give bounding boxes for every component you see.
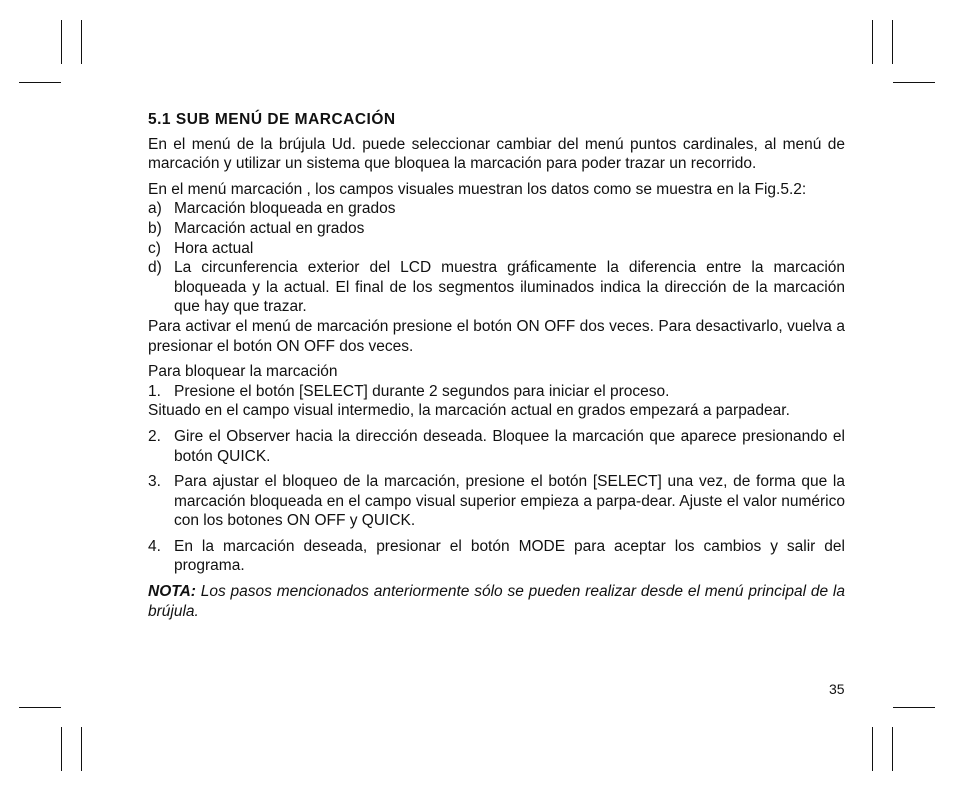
crop-mark (892, 727, 893, 771)
list-item: d) La circunferencia exterior del LCD muestra gráficamente la diferencia entre la marcación bloqueada y la actual. El final de los segmentos iluminados indica la dirección de la marcación que hay que trazar. (148, 259, 845, 316)
note-text: Los pasos mencionados anteriormente sólo se pueden realizar desde el menú principal de la brújula. (148, 583, 845, 620)
note (148, 582, 845, 621)
page-content (148, 110, 845, 621)
list-item: b) Marcación actual en grados (148, 219, 365, 237)
note-label: NOTA: (148, 583, 196, 601)
list-item: c) Hora actual (148, 239, 254, 257)
paragraph: En el menú de la brújula Ud. puede seleccionar cambiar del menú puntos cardinales, al menú de marcación y utilizar un sistema que bloquea la marcación para poder trazar un recorrido. (148, 135, 845, 173)
paragraph: Para bloquear la marcación (148, 363, 338, 381)
list-item: a) Marcación bloqueada en grados (148, 200, 396, 218)
crop-mark (872, 20, 873, 64)
paragraph: En el menú marcación , los campos visuales muestran los datos como se muestra en la Fig.5.2: (148, 180, 807, 198)
crop-mark (81, 727, 82, 771)
section-title: 5.1 SUB MENÚ DE MARCACIÓN (148, 111, 396, 128)
step-item: 2. Gire el Observer hacia la dirección deseada. Bloquee la marcación que aparece presionando el botón QUICK. (148, 427, 845, 465)
paragraph: Para activar el menú de marcación presione el botón ON OFF dos veces. Para desactivarlo, vuelva a presionar el botón ON OFF dos veces. (148, 317, 845, 355)
crop-mark (61, 20, 62, 64)
step-item: 3. Para ajustar el bloqueo de la marcación, presione el botón [SELECT] una vez, de forma que la marcación bloqueada en el campo visual superior empieza a parpa-dear. Ajuste el valor numérico con los botones ON OFF y QUICK. (148, 473, 845, 530)
crop-mark (872, 727, 873, 771)
crop-mark (61, 727, 62, 771)
crop-mark (19, 707, 61, 708)
step-continuation: Situado en el campo visual intermedio, la marcación actual en grados empezará a parpadear. (148, 402, 790, 420)
crop-mark (892, 20, 893, 64)
crop-mark (19, 82, 61, 83)
crop-mark (893, 82, 935, 83)
crop-mark (81, 20, 82, 64)
page-number: 35 (829, 681, 845, 697)
step-item: 1. Presione el botón [SELECT] durante 2 segundos para iniciar el proceso. (148, 382, 670, 400)
step-item: 4. En la marcación deseada, presionar el botón MODE para aceptar los cambios y salir del programa. (148, 537, 845, 575)
crop-mark (893, 707, 935, 708)
